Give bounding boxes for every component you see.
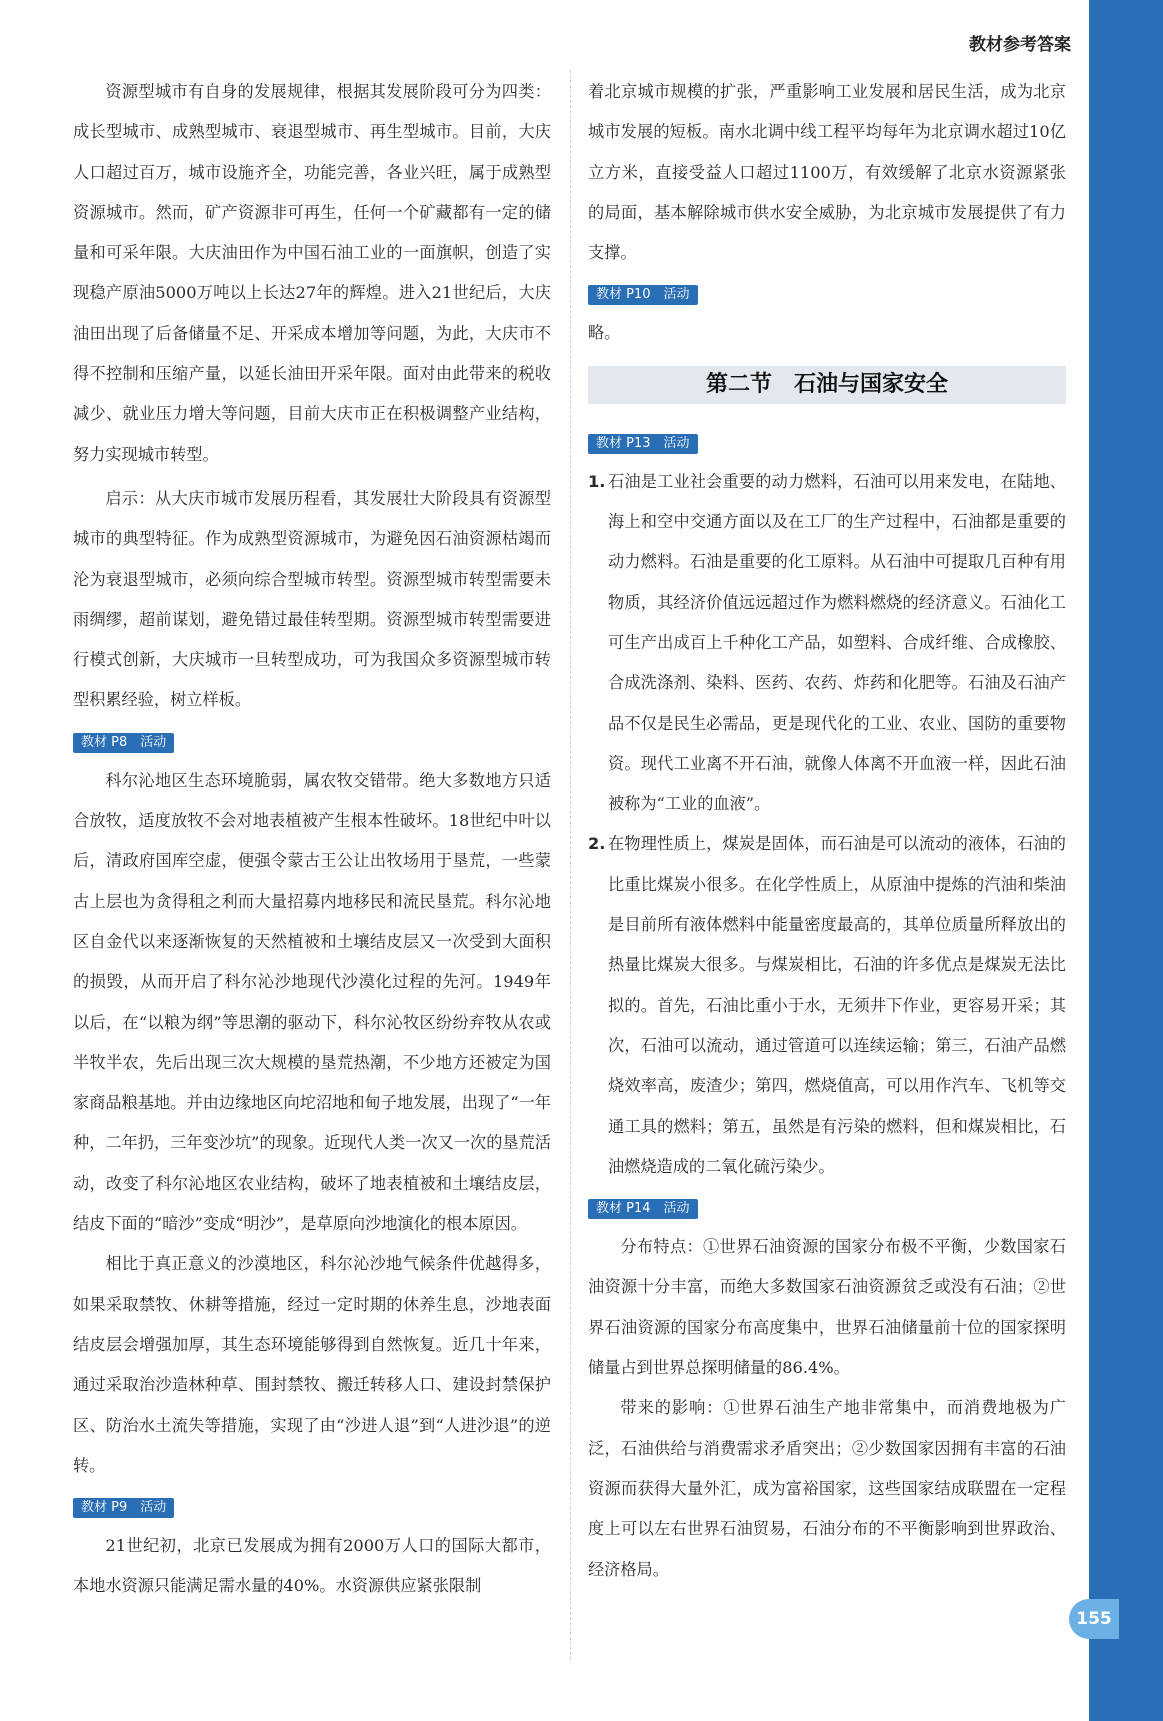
paragraph: 带来的影响：①世界石油生产地非常集中，而消费地极为广泛，石油供给与消费需求矛盾突出；②少数国家因拥有丰富的石油资源而获得大量外汇，成为富裕国家，这些国家结成联盟在一定程度上可以左右世界石油贸易，石油分布的不平衡影响到世界政治、经济格局。 bbox=[588, 1398, 1066, 1579]
column-divider bbox=[570, 70, 571, 1660]
paragraph: 资源型城市有自身的发展规律，根据其发展阶段可分为四类：成长型城市、成熟型城市、衰退型城市、再生型城市。目前，大庆人口超过百万，城市设施齐全，功能完善，各业兴旺，属于成熟型资源城市。然而，矿产资源非可再生，任何一个矿藏都有一定的储量和可采年限。大庆油田作为中国石油工业的一面旗帜，创造了实现稳产原油5000万吨以上长达27年的辉煌。进入21世纪后，大庆油田出现了后备储量不足、开采成本增加等问题，为此，大庆市不得不控制和压缩产量，以延长油田开采年限。面对由此带来的税收减少、就业压力增大等问题，目前大庆市正在积极调整产业结构，努力实现城市转型。 bbox=[73, 82, 551, 464]
activity-tag: 教材 P13 活动 bbox=[588, 434, 698, 454]
paragraph: 在物理性质上，煤炭是固体，而石油是可以流动的液体，石油的比重比煤炭小很多。在化学性质上，从原油中提炼的汽油和柴油是目前所有液体燃料中能量密度最高的，其单位质量所释放出的热量比煤炭大很多。与煤炭相比，石油的许多优点是煤炭无法比拟的。首先，石油比重小于水，无须井下作业，更容易开采；其次，石油可以流动，通过管道可以连续运输；第三，石油产品燃烧效率高，废渣少；第四，燃烧值高，可以用作汽车、飞机等交通工具的燃料；第五，虽然是有污染的燃料，但和煤炭相比，石油燃烧造成的二氧化硫污染少。 bbox=[608, 834, 1066, 1176]
item-number: 1. bbox=[588, 471, 606, 491]
section-title: 第二节 石油与国家安全 bbox=[588, 366, 1066, 404]
header-title: 教材参考答案 bbox=[969, 35, 1071, 55]
right-column bbox=[588, 72, 1066, 1590]
paragraph: 相比于真正意义的沙漠地区，科尔沁沙地气候条件优越得多，如果采取禁牧、休耕等措施，经过一定时期的休养生息，沙地表面结皮层会增强加厚，其生态环境能够得到自然恢复。近几十年来，通过采取治沙造林种草、围封禁牧、搬迁转移人口、建设封禁保护区、防治水土流失等措施，实现了由“沙进人退”到“人进沙退”的逆转。 bbox=[73, 1254, 551, 1475]
paragraph: 21世纪初，北京已发展成为拥有2000万人口的国际大都市，本地水资源只能满足需水量的40%。水资源供应紧张限制 bbox=[73, 1536, 551, 1596]
paragraph: 石油是工业社会重要的动力燃料，石油可以用来发电，在陆地、海上和空中交通方面以及在工厂的生产过程中，石油都是重要的动力燃料。石油是重要的化工原料。从石油中可提取几百种有用物质，其经济价值远远超过作为燃料燃烧的经济意义。石油化工可生产出成百上千种化工产品，如塑料、合成纤维、合成橡胶、合成洗涤剂、染料、医药、农药、炸药和化肥等。石油及石油产品不仅是民生必需品，更是现代化的工业、农业、国防的重要物资。现代工业离不开石油，就像人体离不开血液一样，因此石油被称为“工业的血液”。 bbox=[608, 471, 1066, 814]
activity-tag: 教材 P8 活动 bbox=[73, 733, 174, 753]
list-item bbox=[588, 462, 1066, 825]
list-item bbox=[588, 824, 1066, 1187]
activity-tag: 教材 P9 活动 bbox=[73, 1498, 174, 1518]
page-number: 155 bbox=[1069, 1599, 1119, 1639]
paragraph: 科尔沁地区生态环境脆弱，属农牧交错带。绝大多数地方只适合放牧，适度放牧不会对地表植被产生根本性破坏。18世纪中叶以后，清政府国库空虚，便强令蒙古王公让出牧场用于垦荒，一些蒙古上层也为贪得租之利而大量招募内地移民和流民垦荒。科尔沁地区自金代以来逐渐恢复的天然植被和土壤结皮层又一次受到大面积的损毁，从而开启了科尔沁沙地现代沙漠化过程的先河。1949年以后，在“以粮为纲”等思潮的驱动下，科尔沁牧区纷纷弃牧从农或半牧半农，先后出现三次大规模的垦荒热潮，不少地方还被定为国家商品粮基地。并由边缘地区向坨沼地和甸子地发展，出现了“一年种，二年扔，三年变沙坑”的现象。近现代人类一次又一次的垦荒活动，改变了科尔沁地区农业结构，破坏了地表植被和土壤结皮层，结皮下面的“暗沙”变成“明沙”，是草原向沙地演化的根本原因。 bbox=[73, 770, 551, 1234]
side-color-bar bbox=[1089, 0, 1163, 1721]
paragraph: 分布特点：①世界石油资源的国家分布极不平衡，少数国家石油资源十分丰富，而绝大多数国家石油资源贫乏或没有石油；②世界石油资源的国家分布高度集中，世界石油储量前十位的国家探明储量占到世界总探明储量的86.4%。 bbox=[588, 1237, 1066, 1378]
paragraph: 启示：从大庆市城市发展历程看，其发展壮大阶段具有资源型城市的典型特征。作为成熟型资源城市，为避免因石油资源枯竭而沦为衰退型城市，必须向综合型城市转型。资源型城市转型需要未雨绸缪，超前谋划，避免错过最佳转型期。资源型城市转型需要进行模式创新，大庆城市一旦转型成功，可为我国众多资源型城市转型积累经验，树立样板。 bbox=[73, 488, 551, 710]
paragraph: 略。 bbox=[588, 323, 621, 343]
paragraph: 着北京城市规模的扩张，严重影响工业发展和居民生活，成为北京城市发展的短板。南水北调中线工程平均每年为北京调水超过10亿立方米，直接受益人口超过1100万，有效缓解了北京水资源紧张的局面，基本解除城市供水安全威胁，为北京城市发展提供了有力支撑。 bbox=[588, 82, 1066, 263]
activity-tag: 教材 P10 活动 bbox=[588, 285, 698, 305]
activity-tag: 教材 P14 活动 bbox=[588, 1199, 698, 1219]
left-column bbox=[73, 72, 551, 1607]
item-number: 2. bbox=[588, 834, 606, 854]
